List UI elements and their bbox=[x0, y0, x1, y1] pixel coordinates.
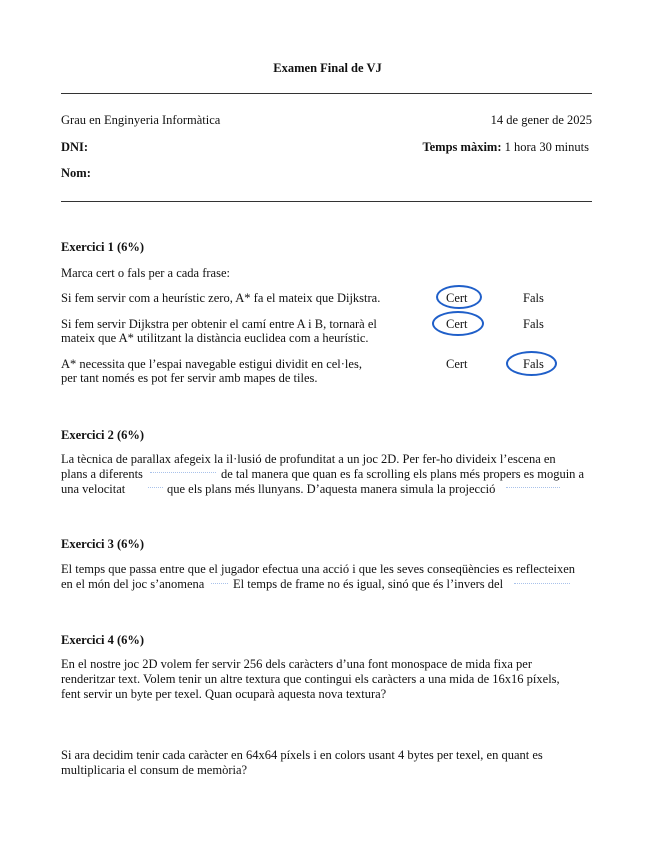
exam-date: 14 de gener de 2025 bbox=[490, 113, 592, 127]
name-label: Nom: bbox=[61, 166, 91, 180]
exercise-3-title: Exercici 3 (6%) bbox=[61, 537, 145, 551]
statement-2-false-option[interactable]: Fals bbox=[523, 317, 544, 331]
exercise-4-q2-line-2: multiplicaria el consum de memòria? bbox=[61, 763, 248, 777]
statement-1-true-option[interactable]: Cert bbox=[446, 291, 468, 305]
fill-in-blank[interactable] bbox=[211, 577, 228, 584]
exercise-4-q1-line-1: En el nostre joc 2D volem fer servir 256 dels caràcters d’una font monospace de mida fixa per bbox=[61, 657, 533, 671]
statement-3-line-1: A* necessita que l’espai navegable estigui dividit en cel·les, bbox=[61, 357, 362, 371]
fill-in-blank[interactable] bbox=[150, 466, 216, 473]
statement-1-false-option[interactable]: Fals bbox=[523, 291, 544, 305]
exercise-1-title: Exercici 1 (6%) bbox=[61, 240, 145, 254]
answer-circle-mark bbox=[432, 311, 484, 336]
exercise-3-line-2b: El temps de frame no és igual, sinó que és l’invers del bbox=[233, 577, 504, 591]
answer-circle-mark bbox=[506, 351, 557, 376]
exercise-4-q1-line-2: renderitzar text. Volem tenir un altre textura que contingui els caràcters a una mida de 16x16 píxels, bbox=[61, 672, 560, 686]
fill-in-blank[interactable] bbox=[514, 577, 570, 584]
exercise-1-instruction: Marca cert o fals per a cada frase: bbox=[61, 266, 230, 280]
time-limit-value: 1 hora 30 minuts bbox=[504, 140, 589, 154]
header-top-rule bbox=[61, 93, 592, 94]
exercise-2-line-3b: que els plans més llunyans. D’aquesta manera simula la projecció bbox=[167, 482, 496, 496]
time-limit bbox=[422, 140, 589, 155]
exercise-2-line-2b: de tal manera que quan es fa scrolling els plans més propers es moguin a bbox=[221, 467, 585, 481]
statement-2-true-option[interactable]: Cert bbox=[446, 317, 468, 331]
statement-3-false-option[interactable]: Fals bbox=[523, 357, 544, 371]
header-bottom-rule bbox=[61, 201, 592, 202]
statement-3-true-option[interactable]: Cert bbox=[446, 357, 468, 371]
exercise-2-line-1: La tècnica de parallax afegeix la il·lusió de profunditat a un joc 2D. Per fer-ho divideix l’escena en bbox=[61, 452, 556, 466]
statement-1: Si fem servir com a heurístic zero, A* fa el mateix que Dijkstra. bbox=[61, 291, 381, 305]
exercise-2-title: Exercici 2 (6%) bbox=[61, 428, 145, 442]
time-limit-label: Temps màxim: bbox=[422, 140, 502, 154]
exercise-4-title: Exercici 4 (6%) bbox=[61, 633, 145, 647]
statement-3-line-2: per tant només es pot fer servir amb mapes de tiles. bbox=[61, 371, 318, 385]
statement-2-line-1: Si fem servir Dijkstra per obtenir el camí entre A i B, tornarà el bbox=[61, 317, 377, 331]
exercise-2-line-2a: plans a diferents bbox=[61, 467, 143, 481]
degree-name: Grau en Enginyeria Informàtica bbox=[61, 113, 221, 127]
dni-label: DNI: bbox=[61, 140, 89, 154]
statement-2-line-2: mateix que A* utilitzant la distància euclidea com a heurístic. bbox=[61, 331, 369, 345]
exercise-2-line-3a: una velocitat bbox=[61, 482, 126, 496]
exercise-3-line-2a: en el món del joc s’anomena bbox=[61, 577, 205, 591]
exercise-3-line-1: El temps que passa entre que el jugador efectua una acció i que les seves conseqüències es reflecteixen bbox=[61, 562, 576, 576]
fill-in-blank[interactable] bbox=[506, 481, 560, 488]
answer-circle-mark bbox=[436, 285, 482, 309]
fill-in-blank[interactable] bbox=[148, 481, 163, 488]
exercise-4-q1-line-3: fent servir un byte per texel. Quan ocuparà aquesta nova textura? bbox=[61, 687, 387, 701]
exercise-4-q2-line-1: Si ara decidim tenir cada caràcter en 64x64 píxels i en colors usant 4 bytes per texel, en quant es bbox=[61, 748, 543, 762]
exam-title: Examen Final de VJ bbox=[273, 61, 382, 75]
